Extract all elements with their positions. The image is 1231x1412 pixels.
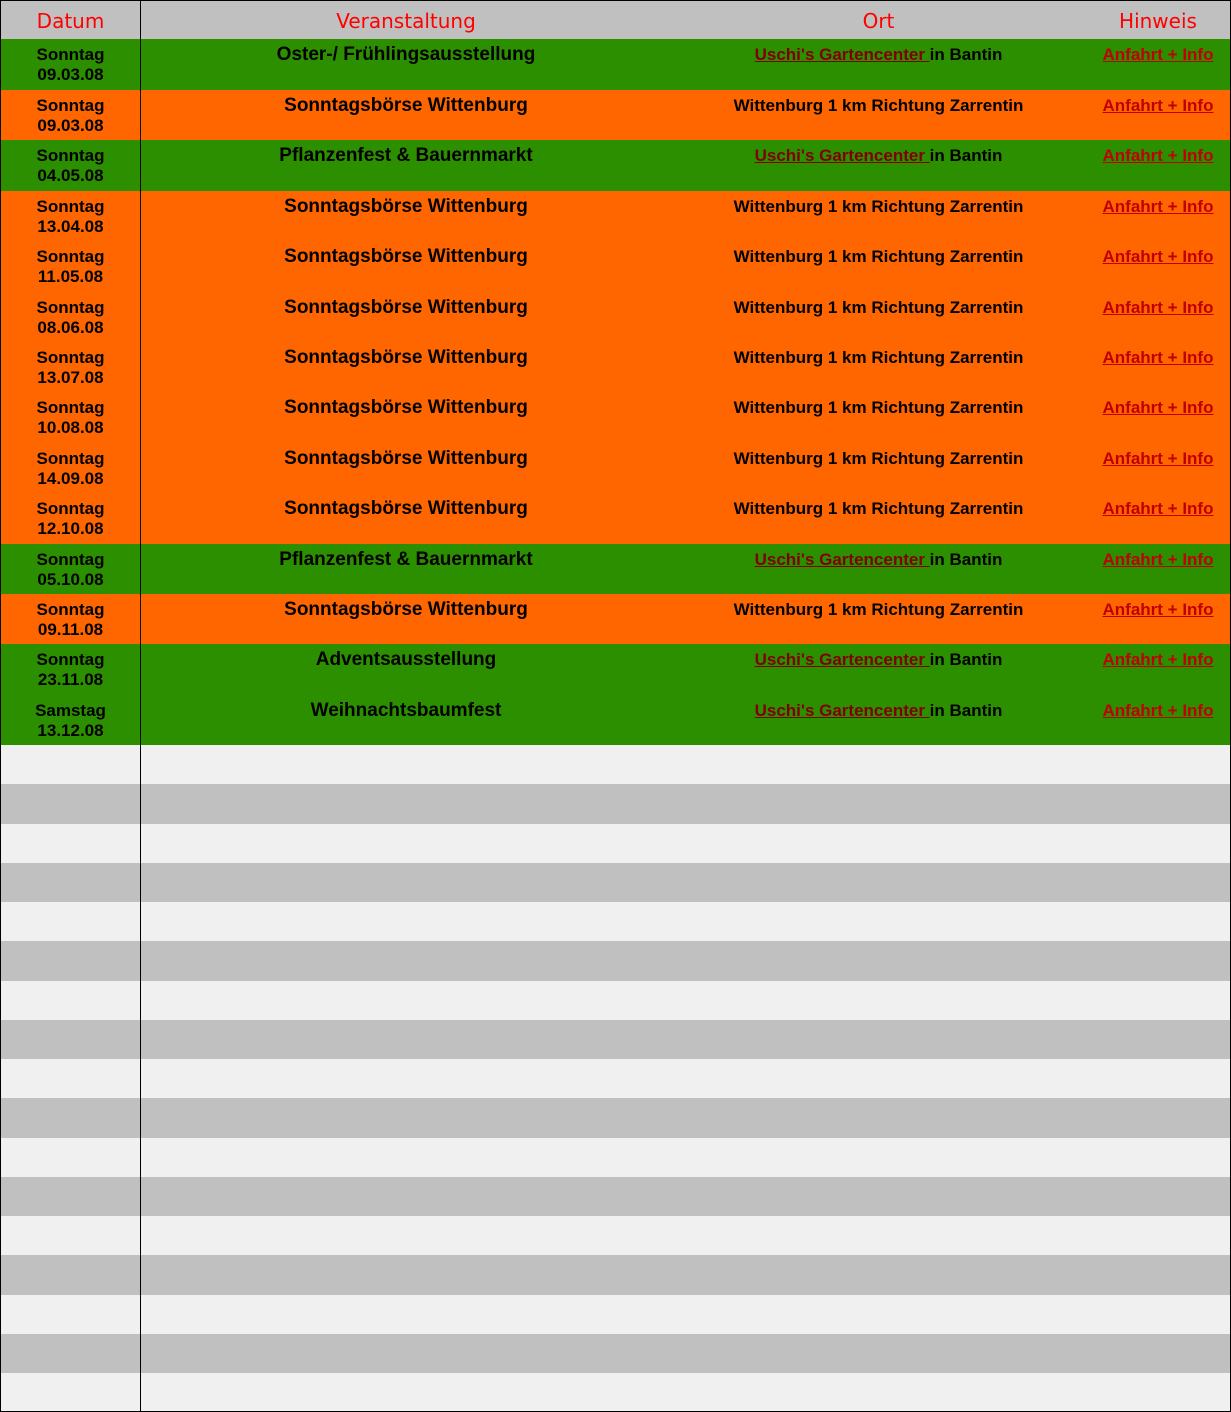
ort-text: in Bantin <box>929 45 1003 64</box>
empty-row <box>1 784 1230 823</box>
date-cell <box>1 292 140 342</box>
table-row <box>1 443 1230 493</box>
ort-text: in Bantin <box>929 701 1003 720</box>
empty-row <box>1 863 1230 902</box>
anfahrt-info-link[interactable]: Anfahrt + Info <box>1102 701 1214 720</box>
weekday: Sonntag <box>36 499 105 518</box>
anfahrt-info-link[interactable]: Anfahrt + Info <box>1102 449 1214 468</box>
table-row <box>1 392 1230 443</box>
empty-row <box>1 1020 1230 1059</box>
hint-cell <box>1086 594 1230 644</box>
table-row <box>1 90 1230 140</box>
gartencenter-link[interactable]: Uschi's Gartencenter <box>754 146 930 165</box>
anfahrt-info-link[interactable]: Anfahrt + Info <box>1102 650 1214 669</box>
date: 11.05.08 <box>37 267 104 286</box>
location-cell <box>671 140 1086 191</box>
event-name: Sonntagsbörse Wittenburg <box>284 246 528 267</box>
location-cell <box>671 544 1086 594</box>
empty-row <box>1 1334 1230 1373</box>
date-cell <box>1 594 140 644</box>
weekday: Sonntag <box>36 348 105 367</box>
table-row <box>1 191 1230 241</box>
location-cell <box>671 241 1086 292</box>
ort-text: in Bantin <box>929 146 1003 165</box>
location-cell <box>671 493 1086 544</box>
hint-cell <box>1086 493 1230 544</box>
location-cell <box>671 644 1086 695</box>
date: 05.10.08 <box>37 570 104 589</box>
location-cell <box>671 392 1086 443</box>
ort-text: Wittenburg 1 km Richtung Zarrentin <box>733 499 1024 518</box>
hint-cell <box>1086 443 1230 493</box>
gartencenter-link[interactable]: Uschi's Gartencenter <box>754 45 930 64</box>
date: 13.12.08 <box>37 721 104 740</box>
anfahrt-info-link[interactable]: Anfahrt + Info <box>1102 298 1214 317</box>
header-datum: Datum <box>36 9 105 33</box>
date-cell <box>1 90 140 140</box>
gartencenter-link[interactable]: Uschi's Gartencenter <box>754 701 930 720</box>
ort-text: Wittenburg 1 km Richtung Zarrentin <box>733 197 1024 216</box>
header-ort: Ort <box>862 9 895 33</box>
table-row <box>1 241 1230 292</box>
empty-row <box>1 902 1230 941</box>
ort-text: in Bantin <box>929 550 1003 569</box>
empty-row <box>1 1098 1230 1137</box>
ort-text: Wittenburg 1 km Richtung Zarrentin <box>733 96 1024 115</box>
date: 12.10.08 <box>37 519 104 538</box>
empty-row <box>1 1295 1230 1334</box>
ort-text: Wittenburg 1 km Richtung Zarrentin <box>733 600 1024 619</box>
event-name: Sonntagsbörse Wittenburg <box>284 347 528 368</box>
header-row <box>1 1 1230 39</box>
weekday: Sonntag <box>36 298 105 317</box>
date-cell <box>1 443 140 493</box>
location-cell <box>671 39 1086 90</box>
date: 04.05.08 <box>37 166 104 185</box>
weekday: Samstag <box>35 701 106 720</box>
date-cell <box>1 342 140 392</box>
location-cell <box>671 292 1086 342</box>
table-row <box>1 695 1230 745</box>
event-name: Sonntagsbörse Wittenburg <box>284 498 528 519</box>
event-name: Pflanzenfest & Bauernmarkt <box>279 145 533 166</box>
date: 08.06.08 <box>37 318 104 337</box>
table-row <box>1 39 1230 90</box>
hint-cell <box>1086 140 1230 191</box>
anfahrt-info-link[interactable]: Anfahrt + Info <box>1102 45 1214 64</box>
anfahrt-info-link[interactable]: Anfahrt + Info <box>1102 398 1214 417</box>
date-cell <box>1 493 140 544</box>
empty-row <box>1 824 1230 863</box>
table-row <box>1 292 1230 342</box>
anfahrt-info-link[interactable]: Anfahrt + Info <box>1102 499 1214 518</box>
gartencenter-link[interactable]: Uschi's Gartencenter <box>754 550 930 569</box>
ort-text: in Bantin <box>929 650 1003 669</box>
hint-cell <box>1086 191 1230 241</box>
empty-row <box>1 1255 1230 1294</box>
weekday: Sonntag <box>36 600 105 619</box>
empty-row <box>1 1138 1230 1177</box>
table-row <box>1 644 1230 695</box>
date: 09.11.08 <box>37 620 104 639</box>
weekday: Sonntag <box>36 197 105 216</box>
event-name: Sonntagsbörse Wittenburg <box>284 196 528 217</box>
table-row <box>1 594 1230 644</box>
event-name: Adventsausstellung <box>315 649 497 670</box>
date-cell <box>1 39 140 90</box>
hint-cell <box>1086 392 1230 443</box>
location-cell <box>671 594 1086 644</box>
date-cell <box>1 191 140 241</box>
hint-cell <box>1086 241 1230 292</box>
anfahrt-info-link[interactable]: Anfahrt + Info <box>1102 348 1214 367</box>
event-name: Sonntagsbörse Wittenburg <box>284 448 528 469</box>
weekday: Sonntag <box>36 449 105 468</box>
weekday: Sonntag <box>36 96 105 115</box>
ort-text: Wittenburg 1 km Richtung Zarrentin <box>733 298 1024 317</box>
location-cell <box>671 90 1086 140</box>
empty-row <box>1 981 1230 1020</box>
ort-text: Wittenburg 1 km Richtung Zarrentin <box>733 348 1024 367</box>
empty-row <box>1 941 1230 980</box>
table-row <box>1 544 1230 594</box>
header-veranstaltung: Veranstaltung <box>336 9 476 33</box>
anfahrt-info-link[interactable]: Anfahrt + Info <box>1102 96 1214 115</box>
date: 09.03.08 <box>37 65 104 84</box>
column-divider <box>140 1 141 1411</box>
date-cell <box>1 544 140 594</box>
hint-cell <box>1086 544 1230 594</box>
event-name: Oster-/ Frühlingsausstellung <box>276 44 536 65</box>
empty-row <box>1 745 1230 784</box>
weekday: Sonntag <box>36 247 105 266</box>
date: 13.04.08 <box>37 217 104 236</box>
weekday: Sonntag <box>36 45 105 64</box>
hint-cell <box>1086 292 1230 342</box>
date-cell <box>1 644 140 695</box>
table-row <box>1 342 1230 392</box>
hint-cell <box>1086 39 1230 90</box>
location-cell <box>671 191 1086 241</box>
event-name: Sonntagsbörse Wittenburg <box>284 297 528 318</box>
anfahrt-info-link[interactable]: Anfahrt + Info <box>1102 197 1214 216</box>
location-cell <box>671 342 1086 392</box>
anfahrt-info-link[interactable]: Anfahrt + Info <box>1102 247 1214 266</box>
gartencenter-link[interactable]: Uschi's Gartencenter <box>754 650 930 669</box>
header-hinweis: Hinweis <box>1119 9 1197 33</box>
event-name: Sonntagsbörse Wittenburg <box>284 397 528 418</box>
hint-cell <box>1086 695 1230 745</box>
date: 10.08.08 <box>37 418 104 437</box>
event-name: Sonntagsbörse Wittenburg <box>284 599 528 620</box>
hint-cell <box>1086 342 1230 392</box>
location-cell <box>671 443 1086 493</box>
ort-text: Wittenburg 1 km Richtung Zarrentin <box>733 247 1024 266</box>
date: 23.11.08 <box>37 670 104 689</box>
weekday: Sonntag <box>36 146 105 165</box>
date: 13.07.08 <box>37 368 104 387</box>
weekday: Sonntag <box>36 398 105 417</box>
date-cell <box>1 140 140 191</box>
date-cell <box>1 241 140 292</box>
empty-row <box>1 1216 1230 1255</box>
empty-row <box>1 1059 1230 1098</box>
location-cell <box>671 695 1086 745</box>
date: 09.03.08 <box>37 116 104 135</box>
ort-text: Wittenburg 1 km Richtung Zarrentin <box>733 398 1024 417</box>
anfahrt-info-link[interactable]: Anfahrt + Info <box>1102 550 1214 569</box>
table-row <box>1 140 1230 191</box>
date-cell <box>1 392 140 443</box>
empty-row <box>1 1373 1230 1411</box>
event-name: Weihnachtsbaumfest <box>310 700 502 721</box>
event-name: Pflanzenfest & Bauernmarkt <box>279 549 533 570</box>
date-cell <box>1 695 140 745</box>
hint-cell <box>1086 644 1230 695</box>
anfahrt-info-link[interactable]: Anfahrt + Info <box>1102 146 1214 165</box>
empty-row <box>1 1177 1230 1216</box>
weekday: Sonntag <box>36 650 105 669</box>
table-row <box>1 493 1230 544</box>
anfahrt-info-link[interactable]: Anfahrt + Info <box>1102 600 1214 619</box>
ort-text: Wittenburg 1 km Richtung Zarrentin <box>733 449 1024 468</box>
weekday: Sonntag <box>36 550 105 569</box>
event-name: Sonntagsbörse Wittenburg <box>284 95 528 116</box>
date: 14.09.08 <box>37 469 104 488</box>
hint-cell <box>1086 90 1230 140</box>
